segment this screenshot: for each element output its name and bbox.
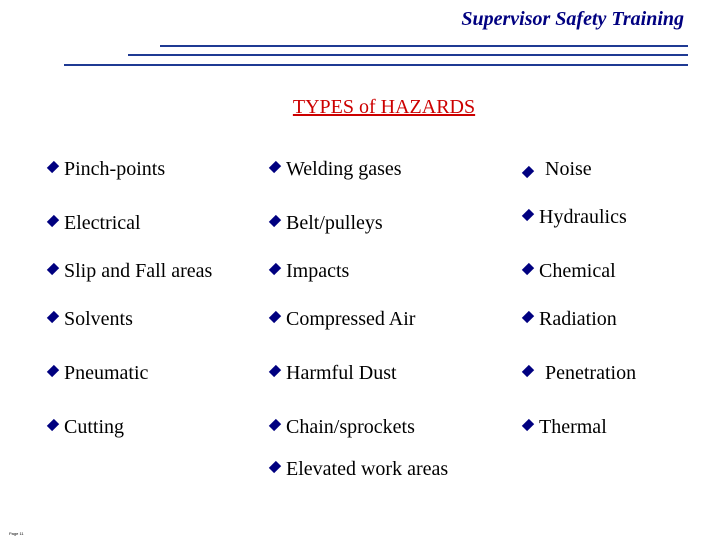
hazard-label: Harmful Dust (286, 362, 397, 384)
hazard-label: Cutting (64, 416, 125, 438)
diamond-bullet-icon (269, 419, 281, 431)
hazard-item (270, 415, 415, 439)
hazard-label: Penetration (545, 362, 637, 384)
diamond-bullet-icon (522, 365, 534, 377)
hazard-item (523, 415, 607, 439)
hazard-label: Thermal (539, 416, 607, 438)
hazard-item (48, 415, 124, 439)
diamond-bullet-icon (269, 215, 281, 227)
hazard-label: Electrical (64, 212, 141, 234)
hazard-item (523, 157, 592, 181)
hazard-item (270, 211, 383, 235)
diamond-bullet-icon (47, 215, 59, 227)
hazard-item (270, 259, 349, 283)
hazard-label: Belt/pulleys (286, 212, 383, 234)
diamond-bullet-icon (47, 161, 59, 173)
header-rule-top (160, 45, 688, 47)
page-heading: TYPES of HAZARDS (292, 96, 476, 118)
hazard-label: Pneumatic (64, 362, 149, 384)
hazard-label: Chemical (539, 260, 616, 282)
diamond-bullet-icon (269, 311, 281, 323)
hazard-item (523, 259, 616, 283)
hazard-label: Slip and Fall areas (64, 260, 213, 282)
hazard-item (48, 211, 141, 235)
diamond-bullet-icon (522, 209, 534, 221)
diamond-bullet-icon (47, 263, 59, 275)
hazard-item (48, 307, 133, 331)
hazard-item (523, 307, 617, 331)
hazard-label: Hydraulics (539, 206, 627, 228)
hazard-label: Compressed Air (286, 308, 416, 330)
hazard-label: Noise (545, 158, 592, 180)
hazard-item (270, 157, 402, 181)
hazard-item (48, 259, 212, 283)
diamond-bullet-icon (47, 311, 59, 323)
hazard-item (523, 205, 627, 229)
diamond-bullet-icon (522, 419, 534, 431)
diamond-bullet-icon (269, 365, 281, 377)
diamond-bullet-icon (269, 461, 281, 473)
hazard-label: Impacts (286, 260, 350, 282)
hazard-label: Elevated work areas (286, 458, 449, 480)
hazard-label: Welding gases (286, 158, 402, 180)
diamond-bullet-icon (269, 263, 281, 275)
diamond-bullet-icon (269, 161, 281, 173)
hazard-item (48, 361, 148, 385)
header-rule-middle (128, 54, 688, 56)
hazard-item (270, 457, 448, 481)
hazard-label: Pinch-points (64, 158, 166, 180)
hazard-label: Solvents (64, 308, 133, 330)
diamond-bullet-icon (522, 311, 534, 323)
hazard-label: Chain/sprockets (286, 416, 415, 438)
diamond-bullet-icon (522, 263, 534, 275)
header-title: Supervisor Safety Training (461, 8, 684, 30)
hazard-item (48, 157, 165, 181)
diamond-bullet-icon (47, 365, 59, 377)
hazard-item (270, 361, 397, 385)
page-number: Page 11 (9, 531, 24, 536)
diamond-bullet-icon (522, 166, 534, 178)
hazard-label: Radiation (539, 308, 617, 330)
hazard-item (270, 307, 415, 331)
hazard-item (523, 361, 636, 385)
diamond-bullet-icon (47, 419, 59, 431)
header-rule-bottom (64, 64, 688, 66)
